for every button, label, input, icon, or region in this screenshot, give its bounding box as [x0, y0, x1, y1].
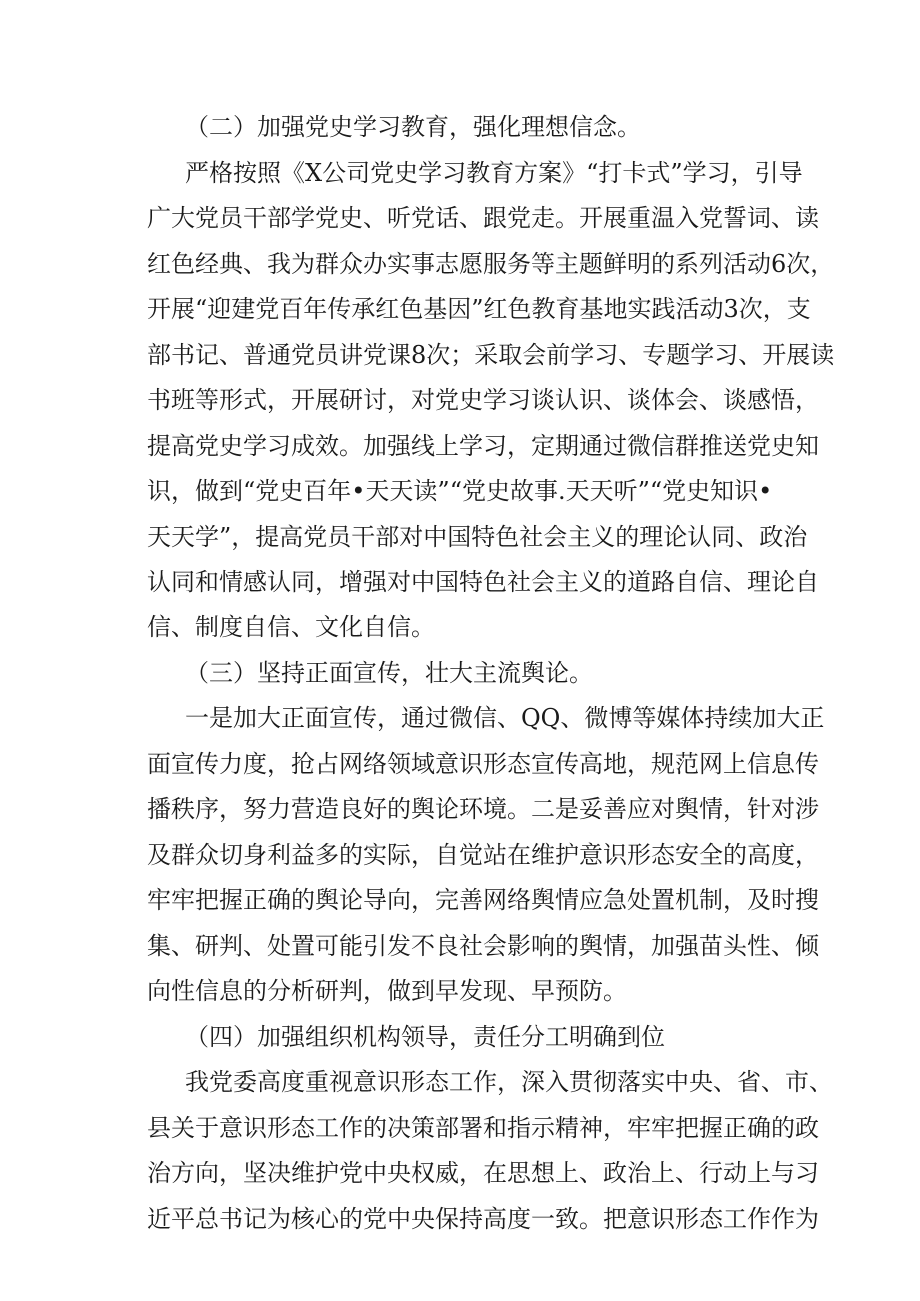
paragraph-line: 播秩序，努力营造良好的舆论环境。二是妥善应对舆情，针对涉 — [147, 795, 819, 823]
paragraph-line: 部书记、普通党员讲党课8次；采取会前学习、专题学习、开展读 — [147, 341, 835, 369]
paragraph-line: 县关于意识形态工作的决策部署和指示精神，牢牢把握正确的政 — [147, 1114, 819, 1142]
paragraph-line: 向性信息的分析研判，做到早发现、早预防。 — [147, 977, 627, 1005]
paragraph-line: 严格按照《X公司党史学习教育方案》“打卡式”学习，引导 — [185, 159, 803, 187]
paragraph-line: 书班等形式，开展研讨，对党史学习谈认识、谈体会、谈感悟， — [147, 386, 819, 414]
paragraph-line: 广大党员干部学党史、听党话、跟党走。开展重温入党誓词、读 — [147, 204, 819, 232]
paragraph-line: 及群众切身利益多的实际，自觉站在维护意识形态安全的高度， — [147, 841, 819, 869]
paragraph-line: 天天学”，提高党员干部对中国特色社会主义的理论认同、政治 — [147, 523, 808, 551]
section-2-heading: （二）加强党史学习教育，强化理想信念。 — [185, 113, 641, 141]
paragraph-line: 近平总书记为核心的党中央保持高度一致。把意识形态工作作为 — [147, 1205, 819, 1233]
paragraph-line: 集、研判、处置可能引发不良社会影响的舆情，加强苗头性、倾 — [147, 932, 819, 960]
paragraph-line: 面宣传力度，抢占网络领域意识形态宣传高地，规范网上信息传 — [147, 750, 819, 778]
section-4-heading: （四）加强组织机构领导，责任分工明确到位 — [185, 1023, 665, 1051]
paragraph-line: 一是加大正面宣传，通过微信、QQ、微博等媒体持续加大正 — [185, 704, 825, 732]
paragraph-line: 我党委高度重视意识形态工作，深入贯彻落实中央、省、市、 — [185, 1068, 833, 1096]
paragraph-line: 治方向，坚决维护党中央权威，在思想上、政治上、行动上与习 — [147, 1159, 819, 1187]
section-3-heading: （三）坚持正面宣传，壮大主流舆论。 — [185, 659, 593, 687]
paragraph-line: 红色经典、我为群众办实事志愿服务等主题鲜明的系列活动6次， — [147, 250, 835, 278]
paragraph-line: 信、制度自信、文化自信。 — [147, 613, 435, 641]
paragraph-line: 牢牢把握正确的舆论导向，完善网络舆情应急处置机制，及时搜 — [147, 886, 819, 914]
paragraph-line: 认同和情感认同，增强对中国特色社会主义的道路自信、理论自 — [147, 568, 819, 596]
paragraph-line: 识，做到“党史百年•天天读”“党史故事.天天听”“党史知识• — [147, 477, 773, 505]
paragraph-line: 开展“迎建党百年传承红色基因”红色教育基地实践活动3次，支 — [147, 295, 811, 323]
paragraph-line: 提高党史学习成效。加强线上学习，定期通过微信群推送党史知 — [147, 432, 819, 460]
